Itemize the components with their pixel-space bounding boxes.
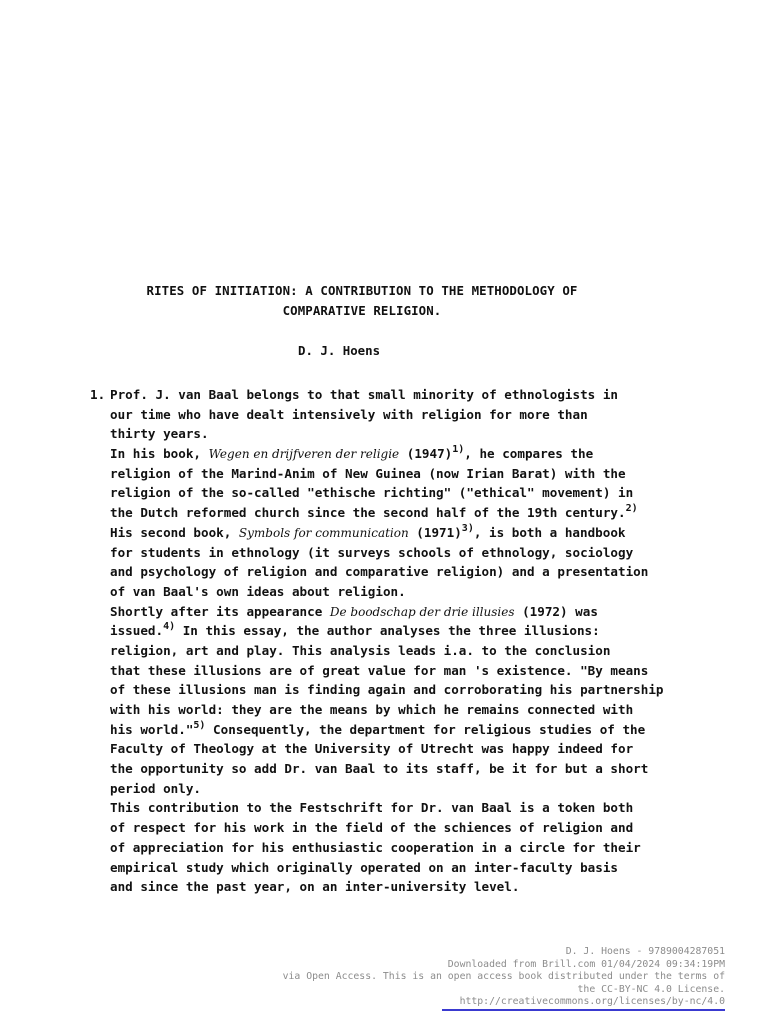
footer-citation: D. J. Hoens - 9789004287051 — [565, 946, 725, 957]
section-1 — [90, 385, 710, 897]
book-title: De boodschap der drie illusies — [329, 604, 515, 619]
text-line: our time who have dealt intensively with religion for more than — [110, 406, 588, 422]
title-line-2: COMPARATIVE RELIGION. — [282, 303, 442, 318]
license-link[interactable]: http://creativecommons.org/licenses/by-nc/4.0 — [459, 996, 725, 1007]
text-line: of respect for his work in the field of the schiences of religion and — [110, 820, 634, 836]
text-line: with his world: they are the means by which he remains connected with — [110, 702, 634, 717]
text-line: and psychology of religion and comparative religion) and a presentation — [110, 564, 649, 580]
footnote-ref: 2) — [625, 503, 638, 515]
text-line: issued.$^{4)}$ In this essay, the author analyses the three illusions: — [110, 621, 600, 639]
text-line: religion of the Marind-Anim of New Guinea (now Irian Barat) with the — [110, 465, 626, 481]
text-line: In his book, Wegen en drijfveren der religie $(1947)^{1)}$, he compares the — [110, 444, 594, 462]
text-line: that these illusions are of great value for man 's existence. "By means — [110, 662, 649, 678]
footnote-ref: 3) — [461, 522, 474, 534]
text-line: Faculty of Theology at the University of Utrecht was happy indeed for — [110, 741, 634, 757]
text-line: religion of the so-called "ethische richting" ("ethical" movement) in — [110, 485, 634, 501]
text-line: and since the past year, on an inter-university level. — [110, 879, 520, 895]
footer-download-info: Downloaded from Brill.com 01/04/2024 09:34:19PM — [447, 958, 725, 970]
text-line: empirical study which originally operated on an inter-faculty basis — [110, 859, 618, 875]
footer-license-name: the CC-BY-NC 4.0 License. — [577, 983, 725, 995]
title-line-1: RITES OF INITIATION: A CONTRIBUTION TO THE METHODOLOGY OF — [146, 283, 578, 298]
text-line: Shortly after its appearance De boodschap der drie illusies (1972) was — [110, 603, 598, 619]
text-line: the opportunity so add Dr. van Baal to its staff, be it for but a short — [110, 761, 649, 777]
text-line: of these illusions man is finding again and corroborating his partnership — [110, 682, 664, 698]
text-line: of appreciation for his enthusiastic cooperation in a circle for their — [110, 839, 641, 855]
text-line: 1. Prof. J. van Baal belongs to that small minority of ethnologists in — [90, 385, 710, 405]
text-line: period only. — [110, 780, 201, 796]
footer-access-info: via Open Access. This is an open access book distributed under the terms of — [282, 971, 725, 982]
book-title: Symbols for communication — [238, 525, 409, 540]
text-line: of van Baal's own ideas about religion. — [110, 583, 406, 599]
footnote-ref: 4) — [163, 621, 176, 633]
document-title — [0, 281, 724, 321]
text-line: thirty years. — [110, 426, 209, 442]
text-line: This contribution to the Festschrift for Dr. van Baal is a token both — [110, 800, 634, 816]
text-line: his world."$^{5)}$ Consequently, the department for religious studies of the — [110, 719, 646, 737]
book-title: Wegen en drijfveren der religie — [208, 447, 400, 462]
footnote-ref: 1) — [452, 444, 465, 456]
text-line: His second book, Symbols for communication $(1971)^{3)}$, is both a handbook — [110, 522, 626, 540]
footnote-ref: 5) — [193, 719, 206, 731]
text-line: for students in ethnology (it surveys schools of ethnology, sociology — [110, 544, 634, 560]
download-notice — [205, 946, 725, 1009]
text-line: the Dutch reformed church since the second half of the 19th century.$^{2)}$ — [110, 503, 638, 521]
text-line: religion, art and play. This analysis leads i.a. to the conclusion — [110, 642, 611, 658]
author-name: D. J. Hoens — [298, 343, 381, 358]
section-number: 1. — [90, 387, 106, 402]
license-link-underline — [442, 1009, 725, 1011]
